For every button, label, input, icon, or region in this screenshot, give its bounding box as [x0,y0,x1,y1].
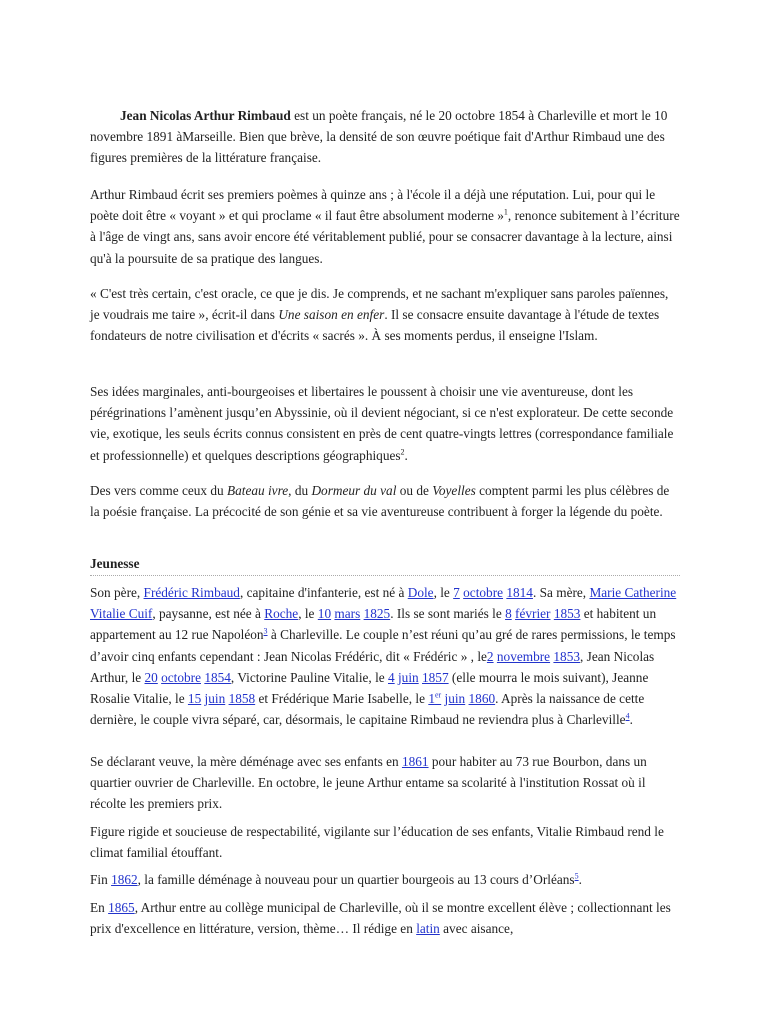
link-day[interactable]: 20 [144,669,158,685]
link-month[interactable]: octobre [161,669,201,685]
intro-paragraph-1: Jean Nicolas Arthur Rimbaud est un poète français, né le 20 octobre 1854 à Charleville et mort le 10 novembre 1891 àMarseille. Bien que brève, la densité de son œuvre poétique fait d'Arthur Rimbaud une des figures premières de la littérature française. [90,108,668,166]
footnote-ref[interactable]: 2 [400,447,405,457]
intro-paragraph-5: Des vers comme ceux du Bateau ivre, du Dormeur du val ou de Voyelles comptent parmi les plus célèbres de la poésie française. La précocité de son génie et sa vie aventureuse contribuent à forger la légende du poète. [90,483,670,520]
link-day[interactable]: 10 [317,606,332,622]
link-day[interactable]: 2 [486,648,494,664]
jeunesse-paragraph-4: Fin 1862, la famille déménage à nouveau pour un quartier bourgeois au 13 cours d’Orléans$^5$. [90,871,582,887]
link-year[interactable]: 1853 [553,606,581,622]
link-year[interactable]: 1861 [401,754,429,769]
link-month[interactable]: octobre [463,585,504,600]
subject-name: Jean Nicolas Arthur Rimbaud [120,108,291,123]
section-heading-jeunesse: Jeunesse [90,553,680,576]
link-year[interactable]: 1825 [363,606,391,622]
link-day[interactable]: 15 [187,691,202,707]
link-latin[interactable]: latin [416,921,440,937]
link-roche[interactable]: Roche [264,606,299,622]
link-month[interactable]: novembre [496,648,551,664]
link-year[interactable]: 1814 [506,585,533,600]
footnote-ref[interactable]: 1 [503,207,508,217]
link-year[interactable]: 1860 [468,691,496,707]
link-year[interactable]: 1853 [553,648,580,664]
link-month[interactable]: juin [397,669,419,685]
link-day[interactable]: 4 [388,669,395,685]
footnote-ref[interactable]: 5 [574,871,579,881]
link-year[interactable]: 1858 [228,691,256,707]
footnote-ref[interactable]: 4 [625,711,630,721]
link-marie-catherine-vitalie-cuif[interactable]: Marie Catherine Vitalie Cuif [90,585,677,622]
jeunesse-paragraph-3: Figure rigide et soucieuse de respectabilité, vigilante sur l’éducation de ses enfants, Vitalie Rimbaud rend le climat familial étouffant. [90,824,664,861]
jeunesse-paragraph-5: En 1865, Arthur entre au collège municipal de Charleville, où il se montre excellent élève ; collectionnant les prix d'excellence en littérature, version, thème… Il rédige en latin avec aisance, [90,900,671,937]
link-month[interactable]: juin [444,691,466,707]
intro-paragraph-3: « C'est très certain, c'est oracle, ce que je dis. Je comprends, et ne sachant m'expliquer sans paroles païennes, je voudrais me taire », écrit-il dans Une saison en enfer. Il se consacre ensuite davantage à l'étude de textes fondateurs de notre civilisation et d'écrits « sacrés ». À ses moments perdus, il enseigne l'Islam. [90,286,669,344]
footnote-ref[interactable]: 3 [263,626,268,636]
link-dole[interactable]: Dole [407,585,434,600]
link-day[interactable]: 1er [428,690,442,707]
link-month[interactable]: février [515,606,551,622]
link-year[interactable]: 1857 [422,669,449,685]
link-month[interactable]: juin [204,691,226,707]
jeunesse-paragraph-2: Se déclarant veuve, la mère déménage avec ses enfants en 1861 pour habiter au 73 rue Bourbon, dans un quartier ouvrier de Charleville. En octobre, le jeune Arthur entame sa scolarité à l'institution Rossat où il récolte les premiers prix. [90,754,647,812]
intro-paragraph-2: Arthur Rimbaud écrit ses premiers poèmes à quinze ans ; à l'école il a déjà une réputation. Lui, pour qui le poète doit être « voyant » et qui proclame « il faut être absolument moderne »$^1$, renonce subitement à l’écriture à l'âge de vingt ans, sans avoir encore été véritablement publié, pour se consacrer davantage à la lecture, ainsi qu'à la poursuite de sa pratique des langues. [90,187,680,266]
jeunesse-paragraph-1: Son père, Frédéric Rimbaud, capitaine d'infanterie, est né à Dole, le 7 octobre 1814. Sa mère, Marie Catherine Vitalie Cuif, paysanne, est née à Roche, le 10 mars 1825. Ils se sont mariés le 8 février 1853 et habitent un appartement au 12 rue Napoléon$^3$ à Charleville. Le couple n’est réuni qu’au gré de rares permissions, le temps d’avoir cinq enfants cependant : Jean Nicolas Frédéric, dit « Frédéric » , le2 novembre 1853, Jean Nicolas Arthur, le 20 octobre 1854, Victorine Pauline Vitalie, le 4 juin 1857 (elle mourra le mois suivant), Jeanne Rosalie Vitalie, le 15 juin 1858 et Frédérique Marie Isabelle, le 1er juin 1860. Après la naissance de cette dernière, le couple vivra séparé, car, désormais, le capitaine Rimbaud ne reviendra plus à Charleville$^4$. [90,585,677,728]
link-year[interactable]: 1854 [204,669,231,685]
link-frederic-rimbaud[interactable]: Frédéric Rimbaud [143,585,240,600]
intro-paragraph-4: Ses idées marginales, anti-bourgeoises et libertaires le poussent à choisir une vie aventureuse, dont les pérégrinations l’amènent jusqu’en Abyssinie, où il devient négociant, si ce n'est explorateur. De cette seconde vie, exotique, les seuls écrits connus consistent en près de cent quatre-vingts lettres (correspondance familiale et professionnelle) et quelques descriptions géographiques$^2$. [90,384,674,463]
link-day[interactable]: 7 [453,585,460,600]
link-day[interactable]: 8 [505,606,512,622]
link-month[interactable]: mars [334,606,361,622]
link-year[interactable]: 1865 [108,900,135,915]
link-year[interactable]: 1862 [111,872,138,887]
